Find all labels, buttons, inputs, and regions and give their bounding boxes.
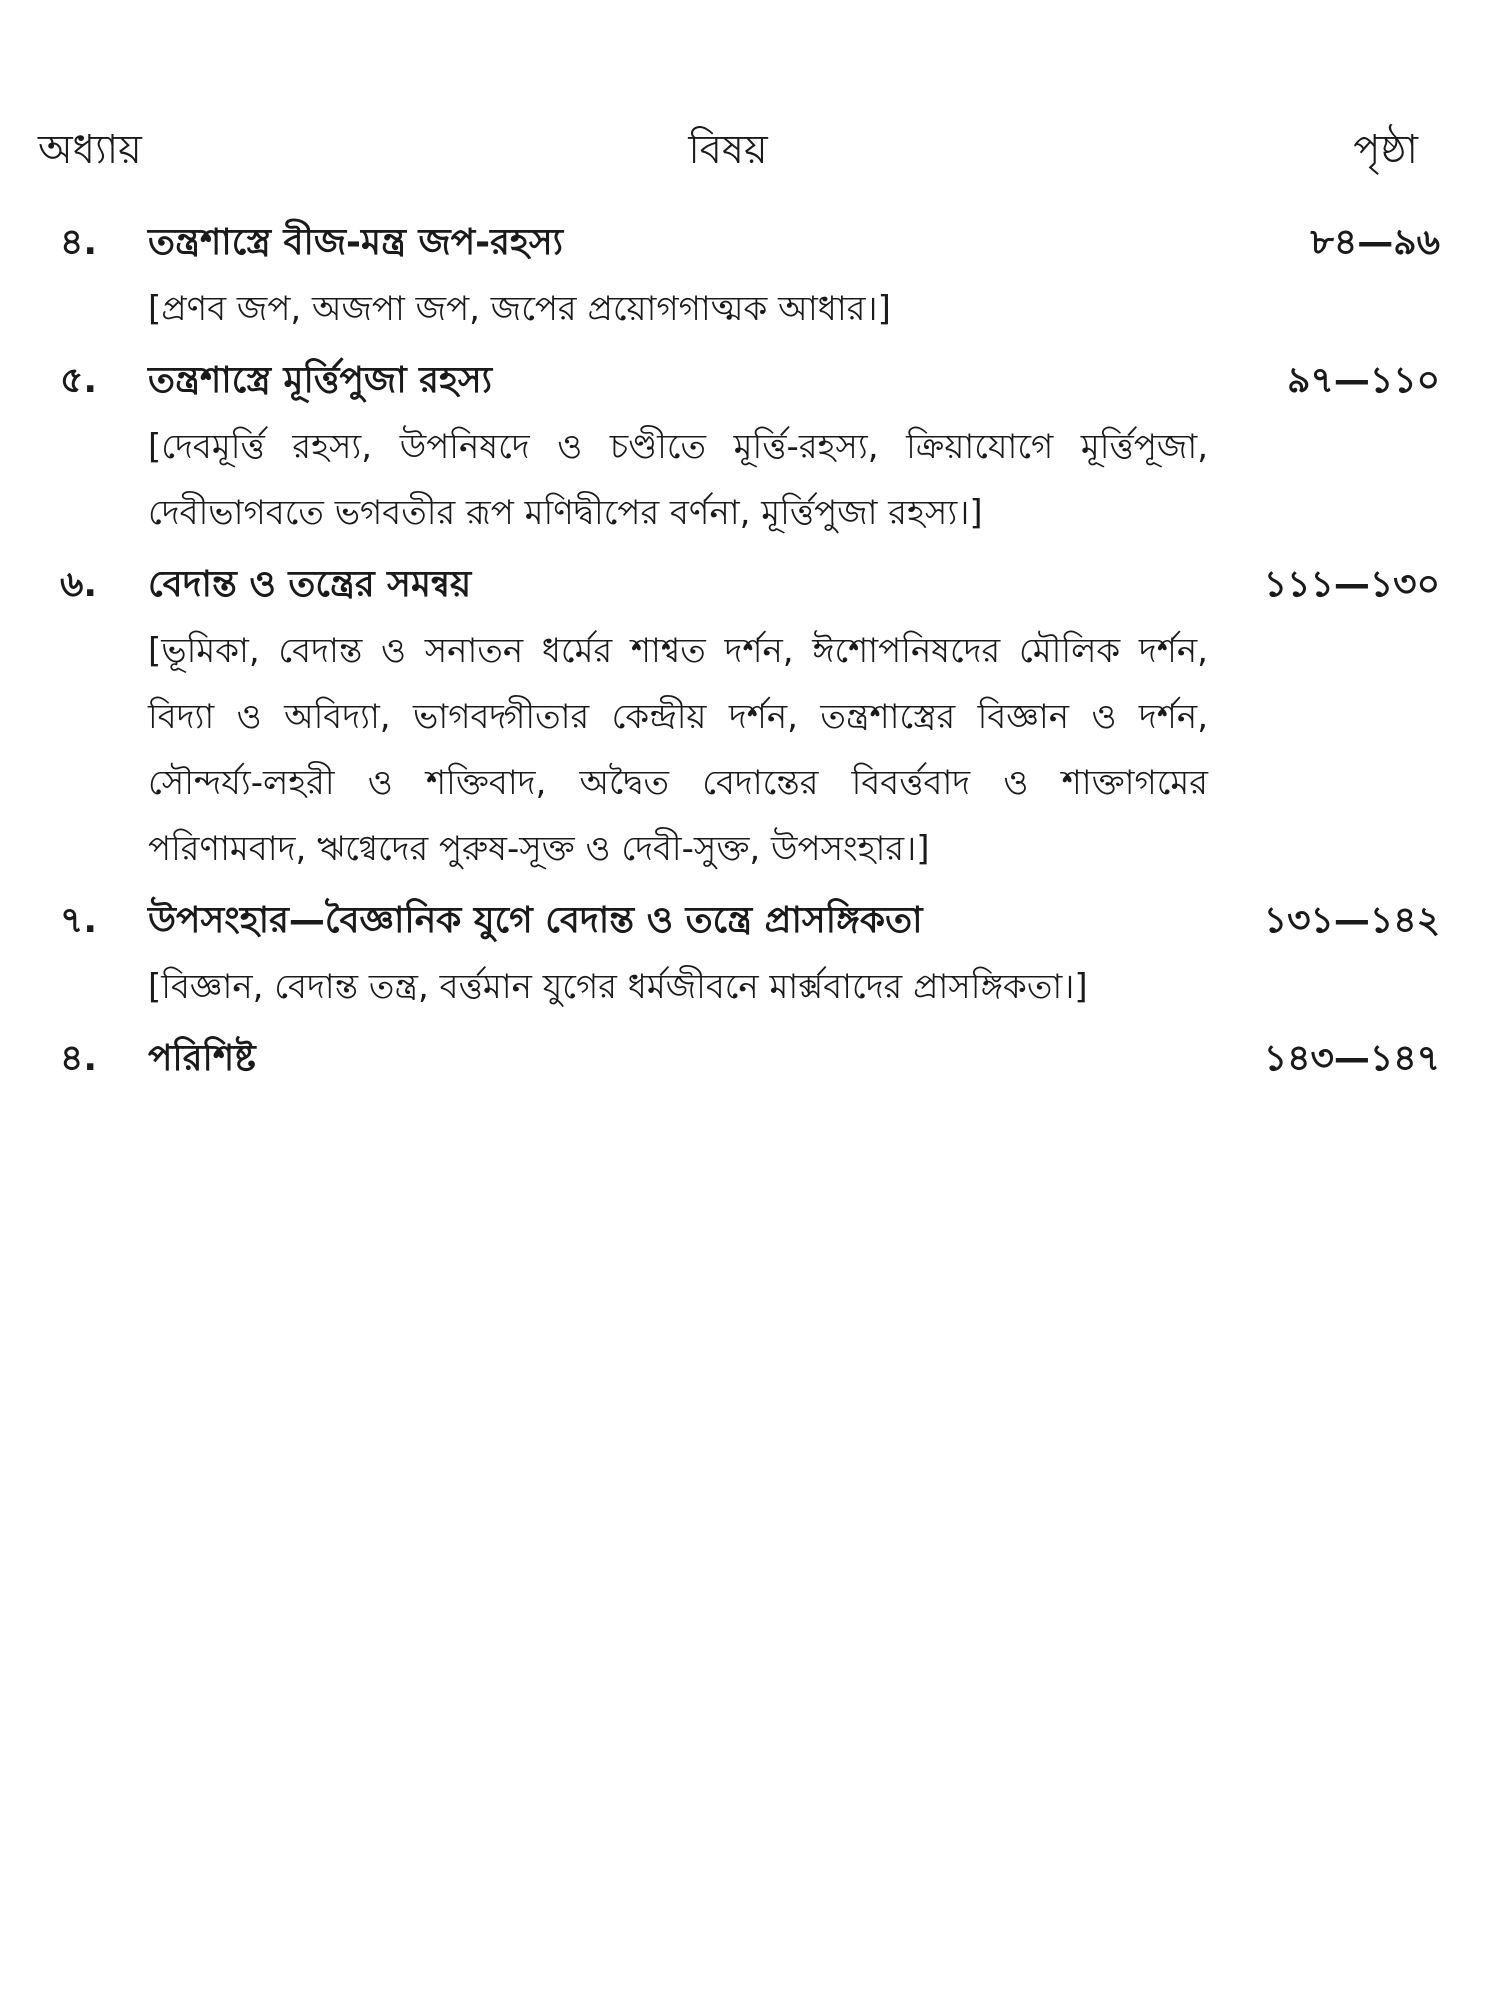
toc-entry (60, 210, 1440, 342)
entry-description: [বিজ্ঞান, বেদান্ত তন্ত্র, বর্ত্তমান যুগের ধর্মজীবনে মার্ক্সবাদের প্রাসঙ্গিকতা।] (148, 967, 1088, 1007)
entry-title: তন্ত্রশাস্ত্রে মূর্ত্তিপুজা রহস্য (148, 360, 493, 401)
entry-description: [দেবমূর্ত্তি রহস্য, উপনিষদে ও চণ্ডীতে মূর্ত্তি-রহস্য, ক্রিয়াযোগে মূর্ত্তিপূজা, দেবীভাগবতে ভগবতীর রূপ মণিদ্বীপের বর্ণনা, মূর্ত্তিপুজা রহস্য।] (148, 427, 1208, 533)
entry-pages: ১৪৩—১৪৭ (1263, 1038, 1440, 1079)
chapter-column-heading: অধ্যায় (38, 127, 142, 173)
toc-entries (60, 210, 1440, 1098)
entry-title: তন্ত্রশাস্ত্রে বীজ-মন্ত্র জপ-রহস্য (148, 222, 564, 263)
entry-number: ৪. (60, 222, 98, 263)
entry-pages: ১১১—১৩০ (1263, 564, 1440, 605)
subject-column-heading: বিষয় (688, 127, 768, 173)
entry-title: বেদান্ত ও তন্ত্রের সমন্বয় (148, 564, 472, 605)
toc-entry (60, 552, 1440, 882)
entry-number: ৬. (60, 564, 98, 605)
entry-number: ৭. (60, 900, 98, 941)
entry-pages: ৯৭—১১০ (1287, 360, 1440, 401)
page-column-heading: পৃষ্ঠা (1353, 127, 1418, 173)
toc-header (38, 118, 1418, 178)
entry-number: ৫. (60, 360, 98, 401)
entry-title: পরিশিষ্ট (148, 1038, 256, 1079)
entry-description: [ভূমিকা, বেদান্ত ও সনাতন ধর্মের শাশ্বত দর্শন, ঈশোপনিষদের মৌলিক দর্শন, বিদ্যা ও অবিদ্যা, ভাগবদ্গীতার কেন্দ্রীয় দর্শন, তন্ত্রশাস্ত্রের বিজ্ঞান ও দর্শন, সৌন্দর্য্য-লহরী ও শক্তিবাদ, অদ্বৈত বেদান্তের বিবর্ত্তবাদ ও শাক্তাগমের পরিণামবাদ, ঋগ্বেদের পুরুষ-সূক্ত ও দেবী-সুক্ত, উপসংহার।] (148, 631, 1208, 869)
entry-number: ৪. (60, 1038, 98, 1079)
entry-pages: ৮৪—৯৬ (1310, 222, 1440, 263)
toc-entry (60, 1026, 1440, 1092)
toc-entry (60, 348, 1440, 546)
entry-description: [প্রণব জপ, অজপা জপ, জপের প্রয়োগগাত্মক আধার।] (148, 289, 891, 329)
entry-title: উপসংহার—বৈজ্ঞানিক যুগে বেদান্ত ও তন্ত্রে প্রাসঙ্গিকতা (148, 900, 923, 941)
entry-pages: ১৩১—১৪২ (1263, 900, 1440, 941)
toc-entry (60, 888, 1440, 1020)
